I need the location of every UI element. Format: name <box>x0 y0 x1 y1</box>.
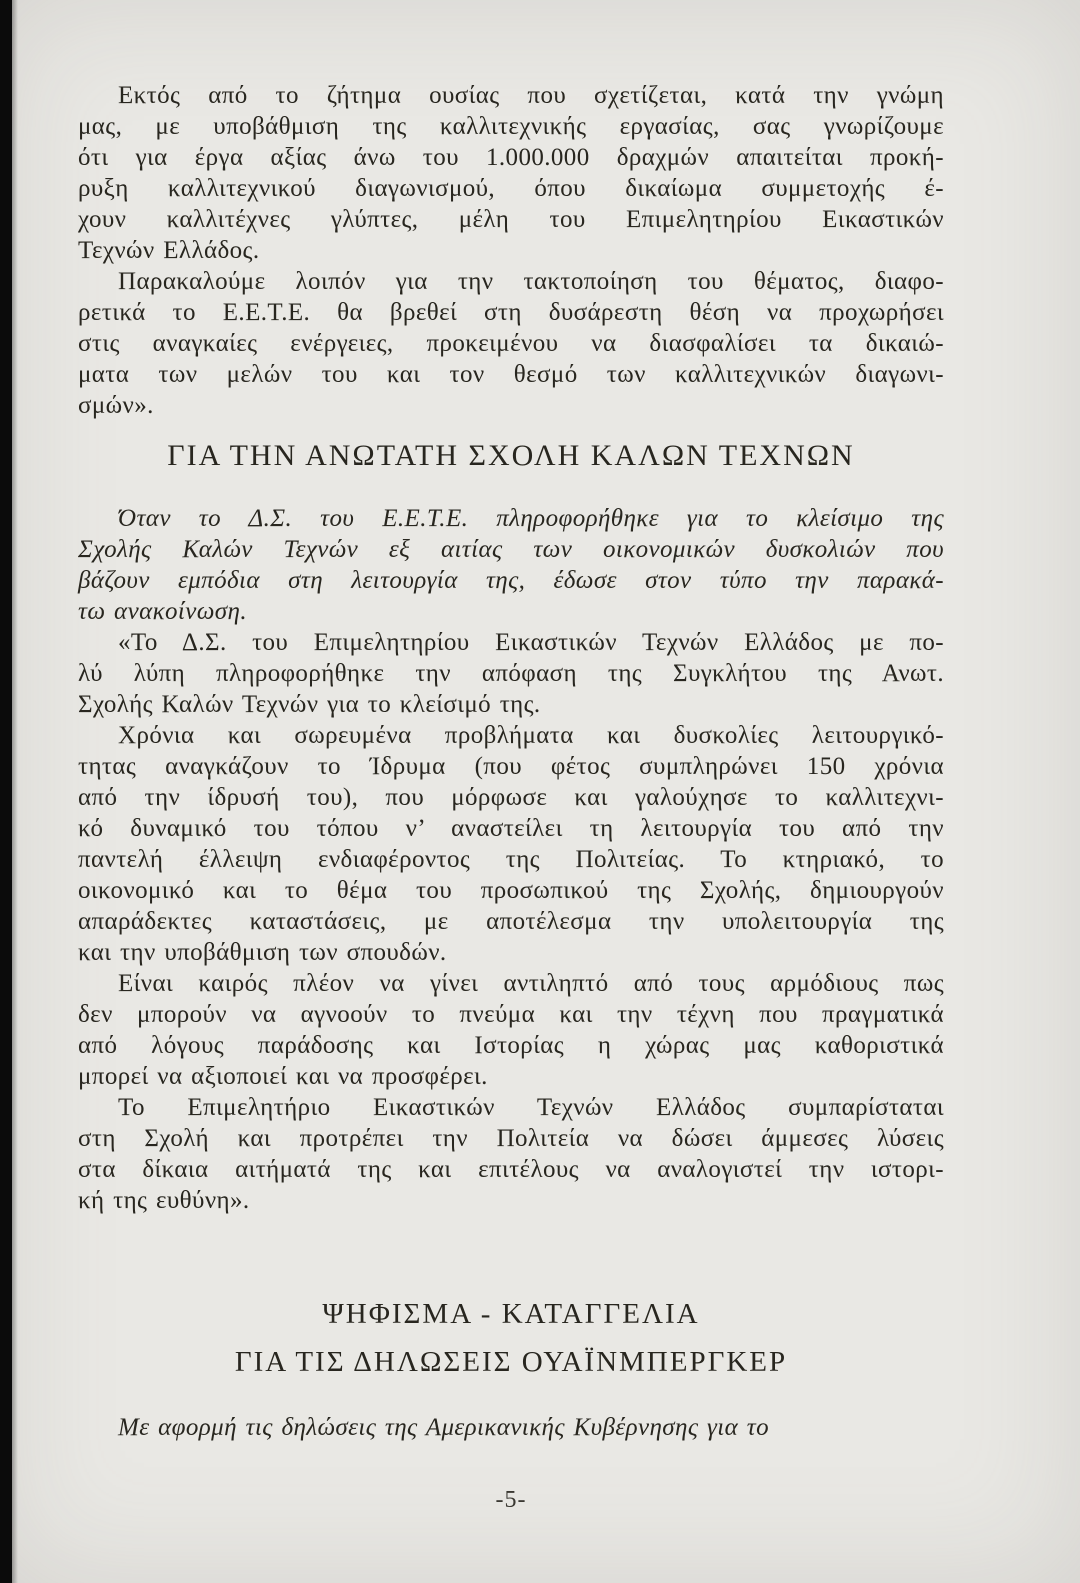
text-line: ρυξη καλλιτεχνικού διαγωνισμού, όπου δικαίωμα συμμετοχής έ- <box>78 175 944 202</box>
text-line: «Το Δ.Σ. του Επιμελητηρίου Εικαστικών Τεχνών Ελλάδος με πο- <box>118 629 944 656</box>
text-line: απαράδεκτες καταστάσεις, με αποτέλεσμα την υπολειτουργία της <box>78 908 944 935</box>
text-line: Είναι καιρός πλέον να γίνει αντιληπτό από τους αρμόδιους πως <box>118 970 944 997</box>
paragraph <box>78 1412 944 1443</box>
section-heading <box>78 437 944 475</box>
text-line: και την υποβάθμιση των σπουδών. <box>78 939 447 966</box>
text-line: Σχολής Καλών Τεχνών για το κλείσιμό της. <box>78 691 541 718</box>
text-line: Τεχνών Ελλάδος. <box>78 237 260 264</box>
text-line: μας, με υποβάθμιση της καλλιτεχνικής εργασίας, σας γνωρίζουμε <box>78 113 944 140</box>
text-line: χουν καλλιτέχνες γλύπτες, μέλη του Επιμελητηρίου Εικαστικών <box>78 206 944 233</box>
text-line: οικονομικό και το θέμα του προσωπικού της Σχολής, δημιουργούν <box>78 877 944 904</box>
text-line: κή της ευθύνη». <box>78 1187 250 1214</box>
document-body <box>78 80 944 1514</box>
text-line: από την ίδρυσή του), που μόρφωσε και γαλούχησε το καλλιτεχνι- <box>78 784 944 811</box>
text-line: στη Σχολή και προτρέπει την Πολιτεία να δώσει άμμεσες λύσεις <box>78 1125 944 1152</box>
text-line: βάζουν εμπόδια στη λειτουργία της, έδωσε στον τύπο την παρακά- <box>78 567 944 594</box>
heading-line: ΓΙΑ ΤΙΣ ΔΗΛΩΣΕΙΣ ΟΥΑΪΝΜΠΕΡΓΚΕΡ <box>234 1346 788 1378</box>
text-line: Το Επιμελητήριο Εικαστικών Τεχνών Ελλάδος συμπαρίσταται <box>118 1094 944 1121</box>
text-line: Σχολής Καλών Τεχνών εξ αιτίας των οικονομικών δυσκολιών που <box>78 536 944 563</box>
paragraph <box>78 1092 944 1216</box>
text-line: τω ανακοίνωση. <box>78 598 247 625</box>
text-line: από λόγους παράδοσης και Ιστορίας η χώρας μας καθοριστικά <box>78 1032 944 1059</box>
text-line: Παρακαλούμε λοιπόν για την τακτοποίηση του θέματος, διαφο- <box>118 268 944 295</box>
text-line: Χρόνια και σωρευμένα προβλήματα και δυσκολίες λειτουργικό- <box>118 722 944 749</box>
text-line: λύ λύπη πληροφορήθηκε την απόφαση της Συγκλήτου της Ανωτ. <box>78 660 944 687</box>
text-line: Όταν το Δ.Σ. του Ε.Ε.Τ.Ε. πληροφορήθηκε για το κλείσιμο της <box>118 505 944 532</box>
text-line: παντελή έλλειψη ενδιαφέροντος της Πολιτείας. Το κτηριακό, το <box>78 846 944 873</box>
text-line: ότι για έργα αξίας άνω του 1.000.000 δραχμών απαιτείται προκή- <box>78 144 944 171</box>
heading-line: ΓΙΑ ΤΗΝ ΑΝΩΤΑΤΗ ΣΧΟΛΗ ΚΑΛΩΝ ΤΕΧΝΩΝ <box>167 439 855 472</box>
paragraph <box>78 627 944 720</box>
section-heading <box>78 1290 944 1386</box>
paragraph <box>78 720 944 968</box>
paragraph <box>78 503 944 627</box>
paragraph <box>78 266 944 421</box>
scan-edge-shadow <box>12 0 18 1583</box>
text-line: Με αφορμή τις δηλώσεις της Αμερικανικής Κυβέρνησης για το <box>118 1414 770 1441</box>
paragraph <box>78 968 944 1092</box>
text-line: δεν μπορούν να αγνοούν το πνεύμα και την τέχνη που πραγματικά <box>78 1001 944 1028</box>
text-line: ματα των μελών του και τον θεσμό των καλλιτεχνικών διαγωνι- <box>78 361 944 388</box>
scan-edge-bar <box>0 0 12 1583</box>
paragraph <box>78 80 944 266</box>
text-line: κό δυναμικό του τόπου ν’ αναστείλει τη λειτουργία του από την <box>78 815 944 842</box>
heading-line: ΨΗΦΙΣΜΑ - ΚΑΤΑΓΓΕΛΙΑ <box>322 1298 700 1330</box>
text-line: στα δίκαια αιτήματά της και επιτέλους να αναλογιστεί την ιστορι- <box>78 1156 944 1183</box>
text-line: στις αναγκαίες ενέργειες, προκειμένου να διασφαλίσει τα δικαιώ- <box>78 330 944 357</box>
text-line: τητας αναγκάζουν το Ίδρυμα (που φέτος συμπληρώνει 150 χρόνια <box>78 753 944 780</box>
text-line: Εκτός από το ζήτημα ουσίας που σχετίζεται, κατά την γνώμη <box>118 82 944 109</box>
text-line: ρετικά το Ε.Ε.Τ.Ε. θα βρεθεί στη δυσάρεστη θέση να προχωρήσει <box>78 299 944 326</box>
page-number: -5- <box>495 1487 527 1513</box>
text-line: μπορεί να αξιοποιεί και να προσφέρει. <box>78 1063 488 1090</box>
text-line: σμών». <box>78 392 154 419</box>
